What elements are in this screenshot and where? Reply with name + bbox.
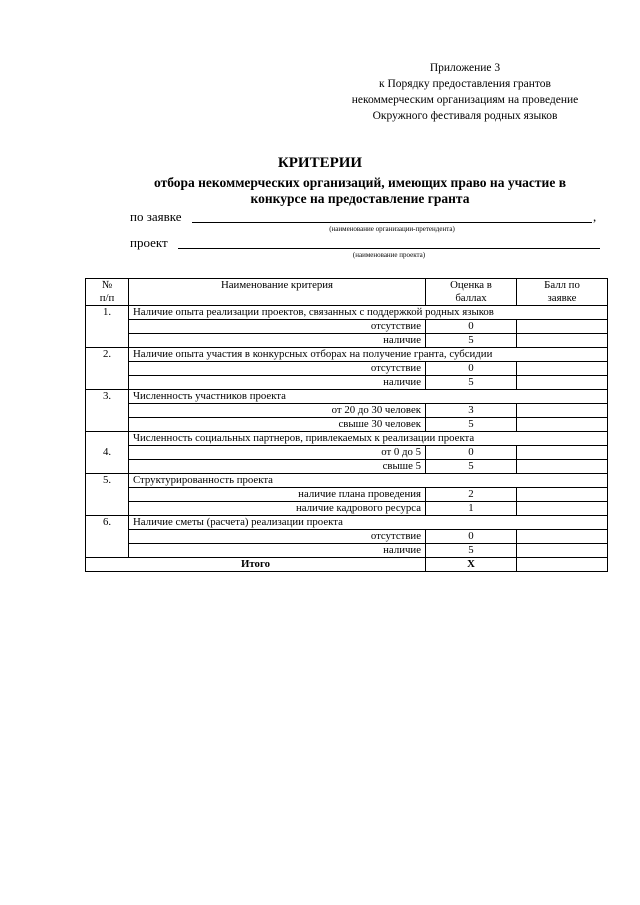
option-label: отсутствие <box>129 362 426 376</box>
appendix-line-4: Окружного фестиваля родных языков <box>372 110 558 122</box>
option-label: наличие <box>129 334 426 348</box>
option-label: наличие <box>129 376 426 390</box>
criterion-option-row <box>86 362 608 376</box>
criterion-number: 2. <box>86 348 129 390</box>
application-score-cell[interactable] <box>517 530 608 544</box>
total-score: Х <box>426 558 517 572</box>
subtitle-line-2: конкурсе на предоставление гранта <box>250 191 470 206</box>
table-header-row <box>86 279 608 306</box>
project-hint: (наименование проекта) <box>352 251 426 259</box>
option-score: 0 <box>426 530 517 544</box>
option-label: от 0 до 5 <box>129 446 426 460</box>
option-score: 3 <box>426 404 517 418</box>
appendix-line-3: некоммерческим организациям на проведение <box>351 94 579 106</box>
option-label: наличие кадрового ресурса <box>129 502 426 516</box>
application-score-cell[interactable] <box>517 544 608 558</box>
criterion-option-row <box>86 404 608 418</box>
criterion-name: Структурированность проекта <box>129 474 608 488</box>
criterion-option-row <box>86 376 608 390</box>
header-name: Наименование критерия <box>129 279 426 306</box>
total-row <box>86 558 608 572</box>
criterion-row <box>86 474 608 488</box>
criterion-number: 1. <box>86 306 129 348</box>
header-ball-line-1: Балл по <box>544 279 580 291</box>
application-score-cell[interactable] <box>517 362 608 376</box>
criterion-row <box>86 390 608 404</box>
option-score: 5 <box>426 418 517 432</box>
option-score: 0 <box>426 362 517 376</box>
application-comma: , <box>593 209 597 224</box>
criterion-option-row <box>86 334 608 348</box>
appendix-header <box>300 60 630 124</box>
option-label: отсутствие <box>129 530 426 544</box>
criterion-row <box>86 306 608 320</box>
application-score-cell[interactable] <box>517 488 608 502</box>
criterion-name: Численность участников проекта <box>129 390 608 404</box>
option-label: отсутствие <box>129 320 426 334</box>
header-num-line-2: п/п <box>99 292 115 304</box>
option-label: наличие плана проведения <box>129 488 426 502</box>
criterion-option-row <box>86 320 608 334</box>
option-score: 2 <box>426 488 517 502</box>
criterion-option-row <box>86 460 608 474</box>
appendix-line-2: к Порядку предоставления грантов <box>379 78 551 90</box>
option-score: 5 <box>426 376 517 390</box>
criteria-table <box>85 278 608 572</box>
document-title: КРИТЕРИИ <box>277 155 363 171</box>
application-score-cell[interactable] <box>517 334 608 348</box>
application-score-cell[interactable] <box>517 404 608 418</box>
header-num <box>86 279 129 306</box>
criterion-number: 6. <box>86 516 129 558</box>
option-label: свыше 30 человек <box>129 418 426 432</box>
header-score <box>426 279 517 306</box>
header-ball-line-2: заявке <box>547 292 577 304</box>
criterion-option-row <box>86 446 608 460</box>
criterion-number: 3. <box>86 390 129 432</box>
criterion-name: Численность социальных партнеров, привлекаемых к реализации проекта <box>129 432 608 446</box>
application-hint: (наименование организации-претендента) <box>329 225 455 233</box>
application-blank-line[interactable] <box>192 222 592 223</box>
criterion-option-row <box>86 502 608 516</box>
project-blank-line[interactable] <box>178 248 600 249</box>
application-score-cell[interactable] <box>517 376 608 390</box>
option-score: 1 <box>426 502 517 516</box>
application-score-cell[interactable] <box>517 418 608 432</box>
option-label: наличие <box>129 544 426 558</box>
criterion-option-row <box>86 488 608 502</box>
option-score: 5 <box>426 460 517 474</box>
criterion-option-row <box>86 544 608 558</box>
criterion-row <box>86 432 608 446</box>
criterion-number: 4. <box>86 432 129 474</box>
header-ball <box>517 279 608 306</box>
total-label: Итого <box>86 558 426 572</box>
criterion-name: Наличие опыта участия в конкурсных отборах на получение гранта, субсидии <box>129 348 608 362</box>
application-score-cell[interactable] <box>517 460 608 474</box>
option-label: от 20 до 30 человек <box>129 404 426 418</box>
criterion-name: Наличие сметы (расчета) реализации проекта <box>129 516 608 530</box>
criterion-row <box>86 516 608 530</box>
option-score: 0 <box>426 320 517 334</box>
application-score-cell[interactable] <box>517 320 608 334</box>
criterion-name: Наличие опыта реализации проектов, связанных с поддержкой родных языков <box>129 306 608 320</box>
option-score: 0 <box>426 446 517 460</box>
header-score-line-2: баллах <box>455 292 487 304</box>
option-score: 5 <box>426 334 517 348</box>
criterion-number: 5. <box>86 474 129 516</box>
criterion-option-row <box>86 418 608 432</box>
document-subtitle <box>100 175 620 207</box>
application-score-cell[interactable] <box>517 502 608 516</box>
option-label: свыше 5 <box>129 460 426 474</box>
application-score-cell[interactable] <box>517 446 608 460</box>
criterion-row <box>86 348 608 362</box>
project-label: проект <box>130 235 168 250</box>
header-score-line-1: Оценка в <box>450 279 492 291</box>
subtitle-line-1: отбора некоммерческих организаций, имеющих право на участие в <box>154 175 566 190</box>
header-num-line-1: № <box>101 279 113 291</box>
option-score: 5 <box>426 544 517 558</box>
appendix-line-1: Приложение 3 <box>429 62 501 74</box>
total-application-score-cell[interactable] <box>517 558 608 572</box>
application-label: по заявке <box>130 209 182 224</box>
criterion-option-row <box>86 530 608 544</box>
